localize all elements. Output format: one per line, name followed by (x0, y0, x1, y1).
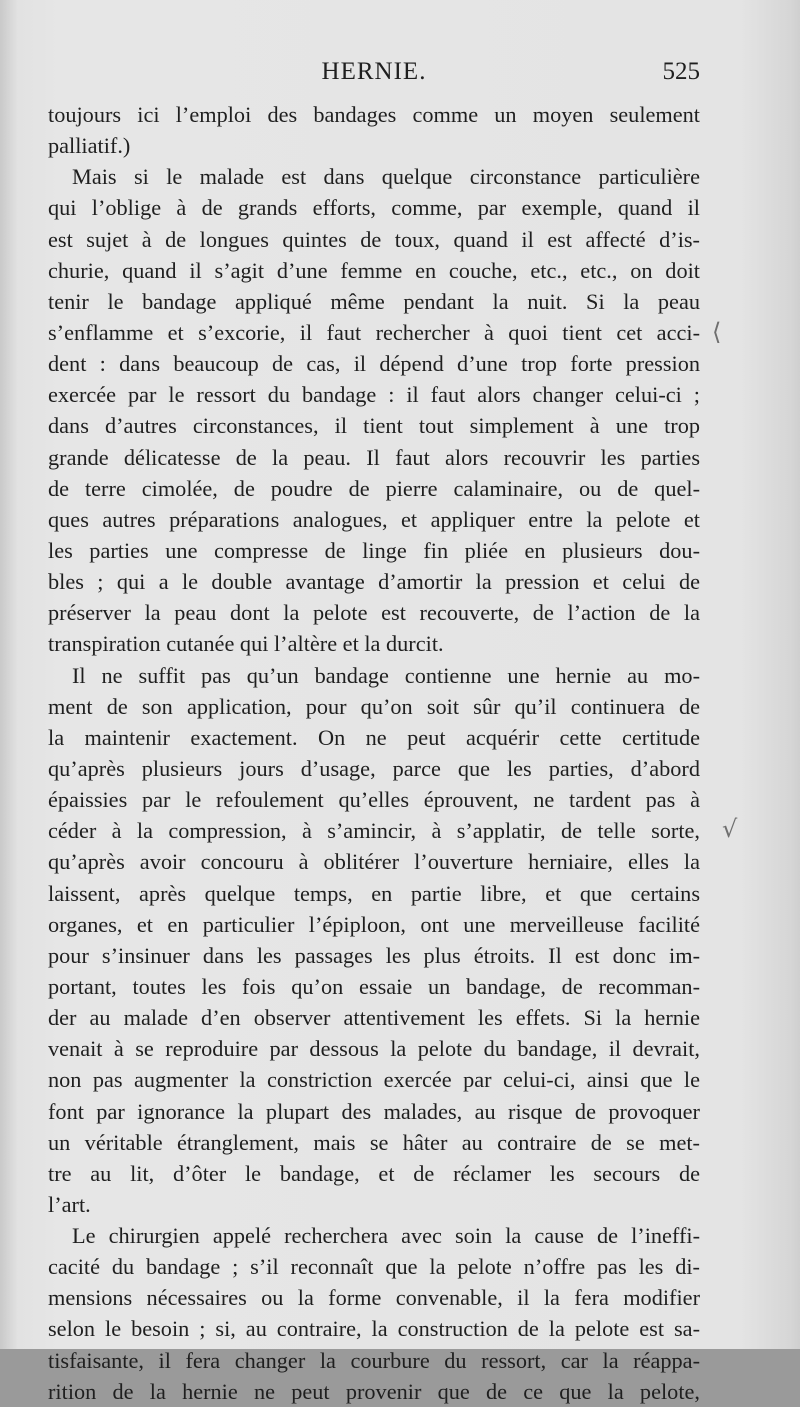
text-line: pour s’insinuer dans les passages les plus étroits. Il est donc im- (48, 942, 700, 968)
body-text (48, 99, 700, 1407)
margin-pencil-mark: √ (722, 815, 738, 843)
text-line: grande délicatesse de la peau. Il faut alors recouvrir les parties (48, 444, 700, 470)
text-line: Le chirurgien appelé recherchera avec soin la cause de l’ineffi- (72, 1223, 700, 1249)
text-line: mensions nécessaires ou la forme convenable, il la fera modifier (48, 1285, 700, 1311)
text-line: der au malade d’en observer attentivement les effets. Si la hernie (48, 1005, 700, 1031)
text-line: organes, et en particulier l’épiploon, ont une merveilleuse facilité (48, 911, 700, 937)
text-line: qu’après avoir concouru à oblitérer l’ouverture herniaire, elles la (48, 849, 700, 875)
text-line: un véritable étranglement, mais se hâter au contraire de se met- (48, 1129, 700, 1155)
text-line: Il ne suffit pas qu’un bandage contienne une hernie au mo- (72, 662, 700, 688)
text-line: s’enflamme et s’excorie, il faut rechercher à quoi tient cet acci- (48, 319, 700, 345)
text-line: venait à se reproduire par dessous la pelote du bandage, il devrait, (48, 1036, 700, 1062)
text-line: épaissies par le refoulement qu’elles éprouvent, ne tardent pas à (48, 787, 700, 813)
text-line: bles ; qui a le double avantage d’amortir la pression et celui de (48, 569, 700, 595)
text-line: céder à la compression, à s’amincir, à s’applatir, de telle sorte, (48, 818, 700, 844)
text-line: dans d’autres circonstances, il tient tout simplement à une trop (48, 413, 700, 439)
text-line: préserver la peau dont la pelote est recouverte, de l’action de la (48, 600, 700, 626)
text-line: les parties une compresse de linge fin pliée en plusieurs dou- (48, 537, 700, 563)
text-line: Mais si le malade est dans quelque circonstance particulière (72, 164, 700, 190)
page-number: 525 (662, 58, 700, 85)
page-header (48, 58, 700, 92)
text-line: churie, quand il s’agit d’une femme en couche, etc., etc., on doit (48, 257, 700, 283)
text-line: ment de son application, pour qu’on soit sûr qu’il continuera de (48, 693, 700, 719)
text-line: laissent, après quelque temps, en partie libre, et que certains (48, 880, 700, 906)
text-line: ques autres préparations analogues, et appliquer entre la pelote et (48, 506, 700, 532)
text-line: tisfaisante, il fera changer la courbure du ressort, car la réappa- (48, 1347, 700, 1373)
running-head: HERNIE. (321, 58, 427, 85)
text-line: l’art. (48, 1191, 91, 1217)
text-line: qu’après plusieurs jours d’usage, parce que les parties, d’abord (48, 755, 700, 781)
text-line: qui l’oblige à de grands efforts, comme, par exemple, quand il (48, 195, 700, 221)
text-line: tenir le bandage appliqué même pendant la nuit. Si la peau (48, 288, 700, 314)
text-line: dent : dans beaucoup de cas, il dépend d’une trop forte pression (48, 351, 700, 377)
text-line: de terre cimolée, de poudre de pierre calaminaire, ou de quel- (48, 475, 700, 501)
text-line: selon le besoin ; si, au contraire, la construction de la pelote est sa- (48, 1316, 700, 1342)
text-line: transpiration cutanée qui l’altère et la durcit. (48, 631, 444, 657)
text-line: palliatif.) (48, 133, 131, 159)
text-line: exercée par le ressort du bandage : il faut alors changer celui-ci ; (48, 382, 700, 408)
text-line: cacité du bandage ; s’il reconnaît que la pelote n’offre pas les di- (48, 1254, 700, 1280)
margin-pencil-mark: ⟨ (712, 318, 722, 346)
text-line: portant, toutes les fois qu’on essaie un bandage, de recomman- (48, 973, 700, 999)
text-line: toujours ici l’emploi des bandages comme un moyen seulement (48, 102, 700, 127)
text-line: est sujet à de longues quintes de toux, quand il est affecté d’is- (48, 226, 700, 252)
text-line: rition de la hernie ne peut provenir que de ce que la pelote, (48, 1378, 700, 1404)
text-line: la maintenir exactement. On ne peut acquérir cette certitude (48, 724, 700, 750)
text-line: tre au lit, d’ôter le bandage, et de réclamer les secours de (48, 1160, 700, 1186)
text-line: font par ignorance la plupart des malades, au risque de provoquer (48, 1098, 700, 1124)
text-line: non pas augmenter la constriction exercée par celui-ci, ainsi que le (48, 1067, 700, 1093)
